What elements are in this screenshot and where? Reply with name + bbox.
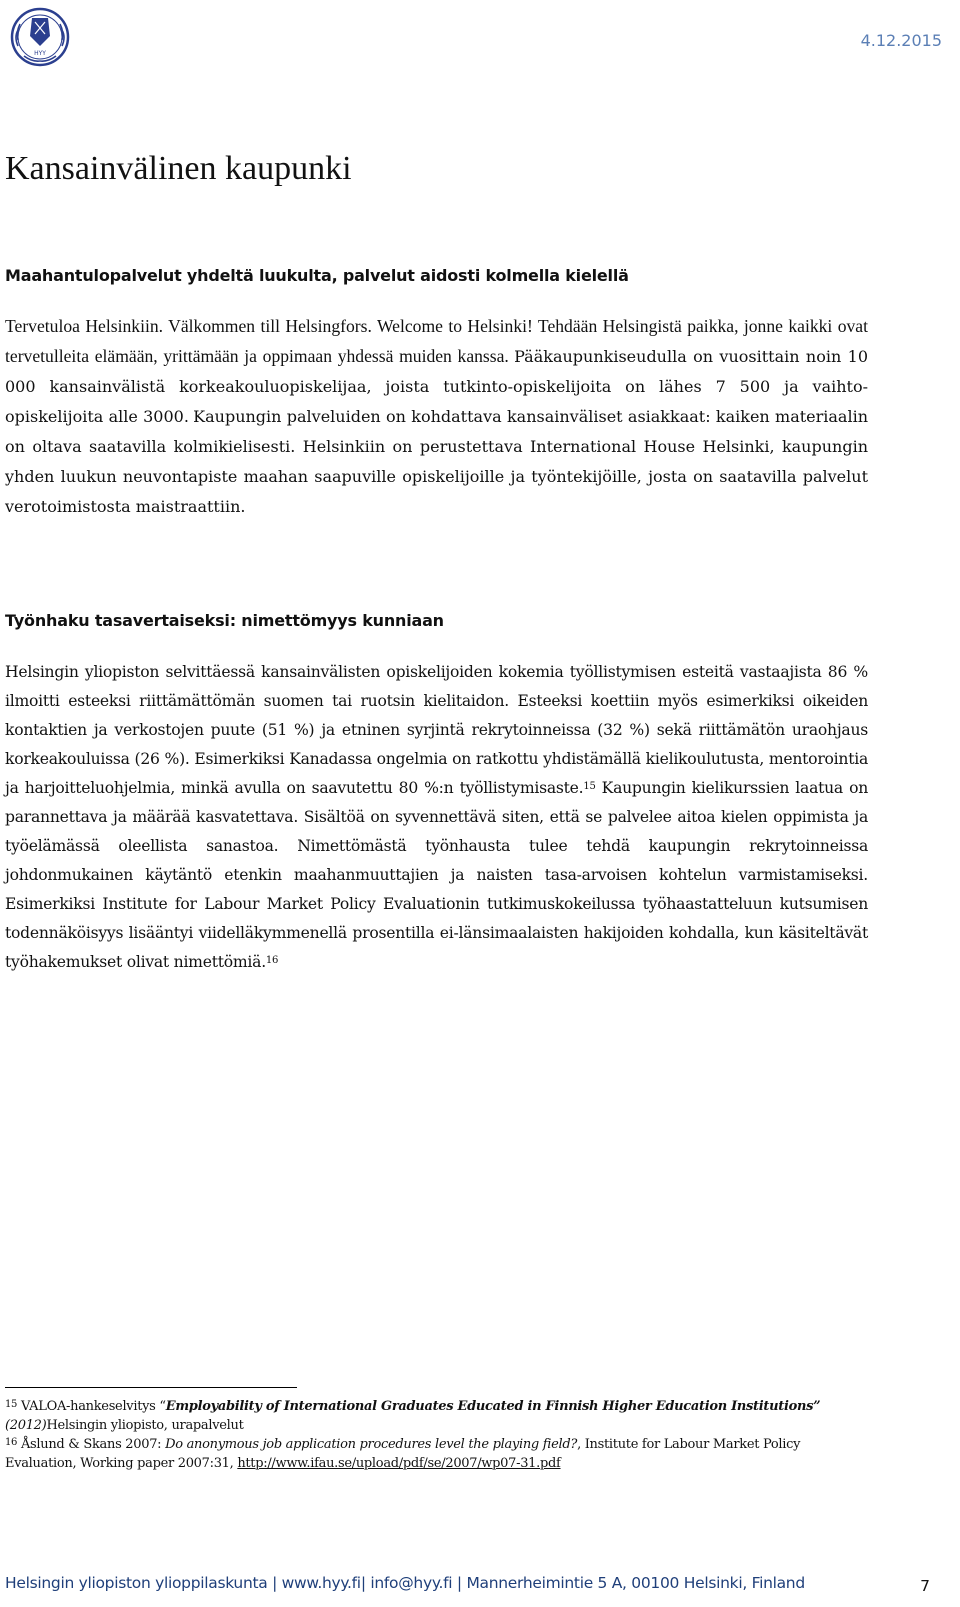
student-stats-text: Pääkaupunkiseudulla on vuosittain noin 10 000 kansainvälistä korkeakouluopiskelijaa, joista tutkinto-opiskelijoita on lähes 7 500 ja vaihto-opiskelijoita alle 3000. <box>5 347 868 426</box>
footnote-16-source: , Institute for Labour Market Policy Evaluation, Working paper 2007:31, <box>5 1437 801 1471</box>
section-heading-job-search: Työnhaku tasavertaiseksi: nimettömyys kunniaan <box>5 611 444 630</box>
paragraph-job-search <box>5 658 868 977</box>
footnote-16-number: 16 <box>5 1437 18 1448</box>
footnote-16-link[interactable]: http://www.ifau.se/upload/pdf/se/2007/wp07-31.pdf <box>237 1456 561 1471</box>
job-search-text-a: Helsingin yliopiston selvittäessä kansainvälisten opiskelijoiden kokemia työllistymisen esteitä vastaajista 86 % ilmoitti esteeksi riittämättömän suomen tai ruotsin kielitaidon. Esteeksi koettiin myös esimerkiksi oikeiden kontaktien ja verkostojen puute (51 %) ja etninen syrjintä rekrytoinneissa (32 %) sekä riittämätön uraohjaus korkeakouluissa (26 %). Esimerkiksi Kanadassa ongelmia on ratkottu yhdistämällä kielikoulutusta, mentorointia ja harjoitteluohjelmia, minkä avulla on saavutettu 80 %:n työllistymisaste. <box>5 663 868 797</box>
page-footer: Helsingin yliopiston ylioppilaskunta | www.hyy.fi| info@hyy.fi | Mannerheimintie 5 A, 00100 Helsinki, Finland <box>5 1574 805 1592</box>
footnote-15-number: 15 <box>5 1399 18 1410</box>
footnote-ref-15[interactable]: 15 <box>583 781 596 792</box>
footnote-16-authors: Åslund & Skans 2007: <box>17 1437 166 1452</box>
page-title: Kansainvälinen kaupunki <box>5 150 352 187</box>
footnote-16 <box>5 1435 875 1473</box>
footnote-15-title: Employability of International Graduates Educated in Finnish Higher Education Institutions” <box>165 1399 821 1414</box>
services-text: Kaupungin palveluiden on kohdattava kansainväliset asiakkaat: kaiken materiaalin on oltava saatavilla kolmikielisesti. Helsinkiin on perustettava International House Helsinki, kaupungin yhden luukun neuvontapiste maahan saapuville opiskelijoille ja työntekijöille, josta on saatavilla palvelut verotoimistosta maistraattiin. <box>5 407 869 516</box>
welcome-text: Tervetuloa Helsinkiin. Välkommen till Helsingfors. Welcome to Helsinki! Tehdään Helsingistä paikka, jonne kaikki ovat tervetulleita elämään, yrittämään ja oppimaan yhdessä muiden kanssa. <box>5 316 868 366</box>
hyy-logo-icon <box>10 6 70 68</box>
footnote-divider <box>5 1387 297 1388</box>
footnote-16-title: Do anonymous job application procedures level the playing field? <box>165 1437 578 1452</box>
section-heading-entry-services: Maahantulopalvelut yhdeltä luukulta, palvelut aidosti kolmella kielellä <box>5 266 629 285</box>
svg-text:HYY: HYY <box>34 50 46 57</box>
footnote-15-year: (2012) <box>5 1418 47 1433</box>
footnote-ref-16[interactable]: 16 <box>265 955 279 966</box>
footnote-15-source: Helsingin yliopisto, urapalvelut <box>46 1418 244 1433</box>
document-date: 4.12.2015 <box>860 31 942 50</box>
footnote-15 <box>5 1397 875 1435</box>
footnote-15-prefix: VALOA-hankeselvitys “ <box>17 1399 166 1414</box>
job-search-text-b: Kaupungin kielikurssien laatua on parannettava ja määrää kasvatettava. Sisältöä on syvennettävä siten, että se palvelee aitoa kielen oppimista ja työelämässä oleellista sanastoa. Nimettömästä työnhausta tulee tehdä kaupungin rekrytoinneissa johdonmukainen käytäntö etenkin maahanmuuttajien ja naisten tasa-arvoisen kohtelun varmistamiseksi. Esimerkiksi Institute for Labour Market Policy Evaluationin tutkimuskokeilussa työhaastatteluun kutsumisen todennäköisyys lisääntyi viidelläkymmenellä prosentilla ei-länsimaalaisten hakijoiden kohdalla, kun käsiteltävät työhakemukset olivat nimettömiä. <box>5 779 869 971</box>
page-number: 7 <box>920 1577 930 1595</box>
paragraph-international-city <box>5 312 868 522</box>
